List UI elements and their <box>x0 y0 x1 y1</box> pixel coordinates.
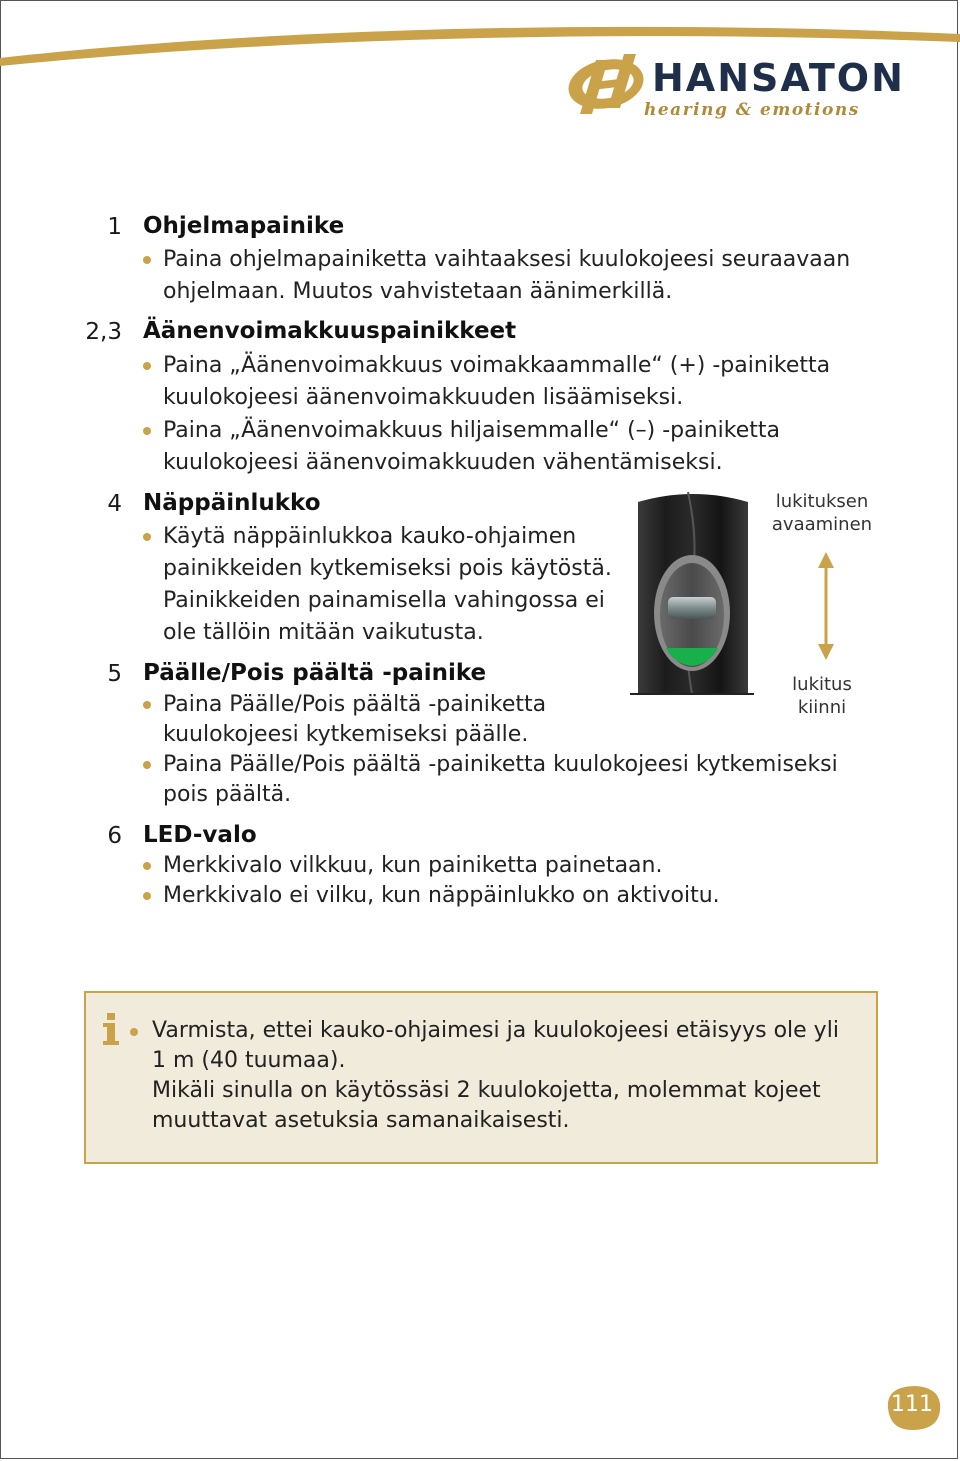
up-down-arrow-icon <box>816 550 836 662</box>
section-4-number: 4 <box>107 491 122 517</box>
section-4-heading: Näppäinlukko <box>143 490 321 516</box>
section-5-bullet-1: Paina Päälle/Pois päältä -painiketta kuulokojeesi kytkemiseksi päälle. <box>163 690 546 750</box>
section-6-bullet-2: Merkkivalo ei vilku, kun näppäinlukko on aktivoitu. <box>163 881 720 911</box>
logo-wordmark: HANSATON <box>652 56 905 100</box>
remote-control-image <box>630 488 756 698</box>
section-2-heading: Äänenvoimakkuuspainikkeet <box>143 318 517 344</box>
section-5-heading: Päälle/Pois päältä -painike <box>143 660 487 686</box>
label-lock: lukitus kiinni <box>792 674 852 718</box>
section-1-number: 1 <box>107 214 122 240</box>
section-1-bullet-1: Paina ohjelmapainiketta vaihtaaksesi kuulokojeesi seuraavaan ohjelmaan. Muutos vahvistetaan äänimerkillä. <box>163 244 850 308</box>
section-5-bullet-2: Paina Päälle/Pois päältä -painiketta kuulokojeesi kytkemiseksi pois päältä. <box>163 750 838 810</box>
bullet-dot <box>143 701 151 709</box>
hansaton-logo <box>566 52 905 124</box>
label-unlock: lukituksen avaaminen <box>771 491 873 535</box>
section-2-bullet-1: Paina „Äänenvoimakkuus voimakkaammalle“ (+) -painiketta kuulokojeesi äänenvoimakkuuden lisäämiseksi. <box>163 350 830 414</box>
logo-h-icon <box>566 52 650 116</box>
page-number: 111 <box>891 1392 933 1417</box>
bullet-dot <box>143 533 151 541</box>
lock-slider-icon <box>668 597 716 619</box>
bullet-dot <box>130 1028 138 1036</box>
bullet-dot <box>143 362 151 370</box>
section-6-bullet-1: Merkkivalo vilkkuu, kun painiketta painetaan. <box>163 851 662 881</box>
section-4-bullet-1: Käytä näppäinlukkoa kauko-ohjaimen painikkeiden kytkemiseksi pois käytöstä. Painikkeiden painamisella vahingossa ei ole tällöin mitään vaikutusta. <box>163 521 612 649</box>
section-1-heading: Ohjelmapainike <box>143 213 345 239</box>
bullet-dot <box>143 427 151 435</box>
info-box <box>84 991 878 1164</box>
section-6-number: 6 <box>107 823 122 849</box>
bullet-dot <box>143 256 151 264</box>
bullet-dot <box>143 862 151 870</box>
logo-tagline: hearing & emotions <box>644 100 860 120</box>
bullet-dot <box>143 761 151 769</box>
info-text: Varmista, ettei kauko-ohjaimesi ja kuulokojeesi etäisyys ole yli 1 m (40 tuumaa). Mikäli sinulla on käytössäsi 2 kuulokojetta, molemmat kojeet muuttavat asetuksia samanaikaisesti. <box>152 1018 839 1133</box>
bullet-dot <box>143 892 151 900</box>
section-6-heading: LED-valo <box>143 822 257 848</box>
section-5-number: 5 <box>107 661 122 687</box>
section-2-number: 2,3 <box>85 319 122 345</box>
section-2-bullet-2: Paina „Äänenvoimakkuus hiljaisemmalle“ (–) -painiketta kuulokojeesi äänenvoimakkuuden vähentämiseksi. <box>163 415 780 479</box>
info-icon <box>102 1011 120 1047</box>
